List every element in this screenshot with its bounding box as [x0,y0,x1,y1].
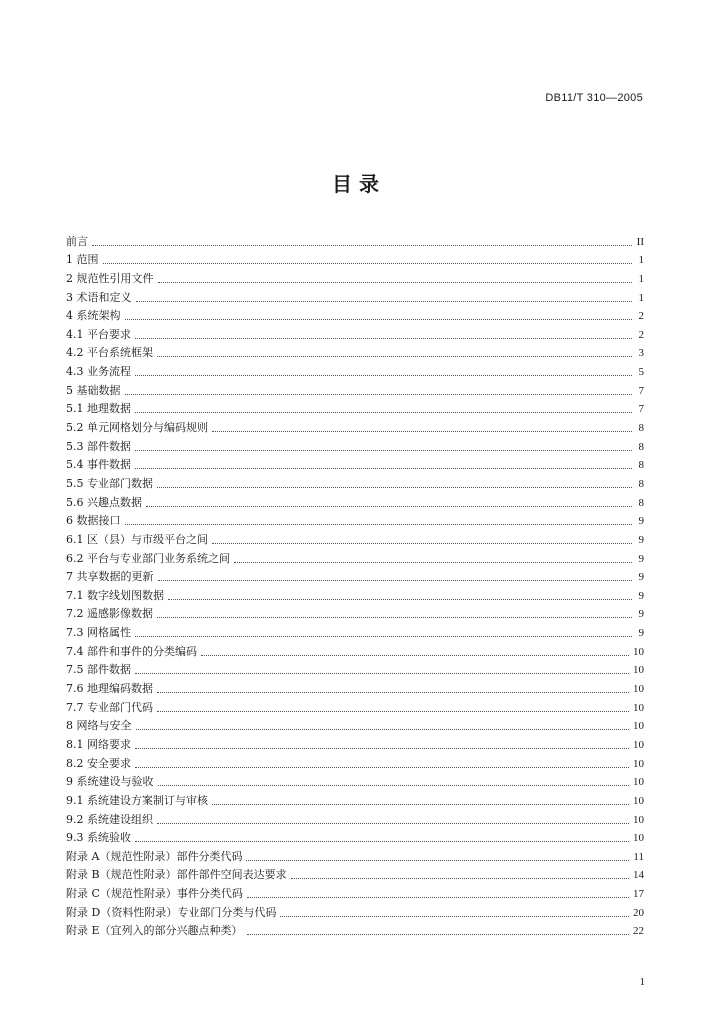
toc-entry-label: 5.6 兴趣点数据 [66,495,142,509]
toc-leader-dots [157,822,629,824]
toc-leader-dots [125,523,633,525]
toc-entry[interactable] [66,230,644,249]
toc-entry-page: 11 [633,850,644,863]
toc-entry-label: 附录 C（规范性附录）事件分类代码 [66,887,243,901]
toc-entry-label: 5 基础数据 [66,383,121,397]
toc-leader-dots [247,896,629,898]
toc-entry[interactable] [66,882,644,901]
toc-entry-label: 5.1 地理数据 [66,402,131,416]
table-of-contents [66,230,644,938]
toc-entry-label: 5.2 单元网格划分与编码规则 [66,421,208,435]
toc-entry-label: 8.2 安全要求 [66,756,131,770]
toc-entry-page: 20 [633,906,644,919]
toc-entry[interactable] [66,435,644,454]
toc-entry[interactable] [66,715,644,734]
toc-leader-dots [135,449,632,451]
toc-entry[interactable] [66,696,644,715]
toc-entry[interactable] [66,249,644,268]
toc-leader-dots [135,635,632,637]
toc-entry-page: 5 [638,366,644,379]
toc-leader-dots [157,486,632,488]
toc-entry-page: 1 [638,291,644,304]
toc-entry[interactable] [66,659,644,678]
toc-leader-dots [135,374,632,376]
toc-entry-page: 7 [638,384,644,397]
toc-entry[interactable] [66,472,644,491]
toc-leader-dots [280,915,629,917]
toc-entry-label: 3 术语和定义 [66,290,132,304]
toc-entry[interactable] [66,603,644,622]
toc-entry-label: 8.1 网络要求 [66,737,131,751]
toc-entry-page: 7 [638,403,644,416]
toc-leader-dots [212,803,629,805]
toc-entry-page: 8 [638,496,644,509]
toc-entry-page: 10 [633,832,644,845]
toc-entry[interactable] [66,640,644,659]
toc-leader-dots [125,393,633,395]
toc-entry-page: II [636,235,644,248]
toc-entry-page: 10 [633,776,644,789]
toc-leader-dots [125,318,633,320]
toc-entry-label: 4.3 业务流程 [66,365,131,379]
toc-entry-label: 7.1 数字线划图数据 [66,588,164,602]
toc-leader-dots [136,728,630,730]
toc-entry-page: 3 [638,347,644,360]
toc-leader-dots [135,467,632,469]
toc-entry-label: 5.5 专业部门数据 [66,476,153,490]
toc-entry[interactable] [66,920,644,939]
toc-entry-label: 4.2 平台系统框架 [66,346,153,360]
toc-leader-dots [246,859,629,861]
toc-leader-dots [291,877,629,879]
toc-leader-dots [157,355,632,357]
toc-entry-label: 附录 D（资料性附录）专业部门分类与代码 [66,905,277,919]
toc-entry-page: 9 [638,533,644,546]
toc-entry-page: 10 [633,794,644,807]
toc-entry-label: 7.4 部件和事件的分类编码 [66,644,197,658]
toc-entry[interactable] [66,621,644,640]
toc-entry-label: 4 系统架构 [66,309,121,323]
toc-entry[interactable] [66,566,644,585]
toc-leader-dots [146,505,632,507]
toc-leader-dots [158,281,633,283]
toc-entry-page: 9 [638,589,644,602]
toc-leader-dots [201,654,629,656]
toc-entry[interactable] [66,379,644,398]
toc-leader-dots [234,561,632,563]
standard-code: DB11/T 310—2005 [545,92,643,104]
toc-leader-dots [158,579,633,581]
toc-entry[interactable] [66,752,644,771]
toc-entry-label: 7 共享数据的更新 [66,570,154,584]
toc-entry-label: 附录 A（规范性附录）部件分类代码 [66,849,243,863]
toc-entry[interactable] [66,901,644,920]
toc-entry-page: 10 [633,738,644,751]
toc-entry-page: 10 [633,757,644,770]
toc-entry-label: 4.1 平台要求 [66,327,131,341]
toc-leader-dots [158,784,630,786]
toc-entry[interactable] [66,547,644,566]
toc-entry-page: 9 [638,515,644,528]
toc-entry-label: 6.1 区（县）与市级平台之间 [66,532,208,546]
toc-entry[interactable] [66,789,644,808]
toc-entry-page: 10 [633,664,644,677]
toc-entry-page: 10 [633,813,644,826]
toc-entry[interactable] [66,286,644,305]
toc-entry-label: 8 网络与安全 [66,719,132,733]
toc-entry-page: 9 [638,608,644,621]
toc-entry[interactable] [66,827,644,846]
toc-entry[interactable] [66,864,644,883]
toc-entry-page: 8 [638,422,644,435]
toc-entry-page: 10 [633,720,644,733]
toc-leader-dots [135,840,629,842]
toc-entry-page: 8 [638,440,644,453]
toc-entry-label: 6.2 平台与专业部门业务系统之间 [66,551,230,565]
toc-leader-dots [157,691,629,693]
toc-entry-page: 10 [633,701,644,714]
toc-leader-dots [247,933,629,935]
toc-entry-page: 9 [638,627,644,640]
toc-leader-dots [135,766,629,768]
toc-entry-label: 1 范围 [66,253,99,267]
toc-entry[interactable] [66,733,644,752]
toc-entry[interactable] [66,771,644,790]
toc-entry-page: 8 [638,459,644,472]
toc-entry-label: 前言 [66,234,88,248]
toc-leader-dots [135,747,629,749]
toc-leader-dots [135,337,632,339]
toc-entry-label: 9 系统建设与验收 [66,775,154,789]
toc-entry[interactable] [66,584,644,603]
toc-entry[interactable] [66,528,644,547]
toc-leader-dots [212,430,632,432]
toc-leader-dots [92,244,632,246]
toc-entry-label: 9.3 系统验收 [66,831,131,845]
toc-leader-dots [212,542,632,544]
toc-leader-dots [157,710,629,712]
toc-leader-dots [168,598,632,600]
toc-entry-label: 2 规范性引用文件 [66,271,154,285]
toc-entry-label: 7.7 专业部门代码 [66,700,153,714]
toc-entry-page: 9 [638,571,644,584]
toc-entry-label: 9.1 系统建设方案制订与审核 [66,793,208,807]
toc-entry[interactable] [66,845,644,864]
toc-leader-dots [103,262,633,264]
toc-entry-label: 7.3 网格属性 [66,626,131,640]
toc-entry[interactable] [66,398,644,417]
toc-entry-page: 2 [638,310,644,323]
toc-entry[interactable] [66,510,644,529]
toc-leader-dots [157,616,632,618]
toc-entry-label: 6 数据接口 [66,514,121,528]
toc-entry-page: 2 [638,328,644,341]
toc-entry-label: 7.2 遥感影像数据 [66,607,153,621]
toc-entry-label: 附录 E（宜列入的部分兴趣点种类） [66,924,243,938]
toc-entry[interactable] [66,323,644,342]
toc-entry-label: 7.5 部件数据 [66,663,131,677]
toc-entry[interactable] [66,416,644,435]
toc-entry-page: 22 [633,925,644,938]
toc-entry-page: 10 [633,645,644,658]
toc-entry-page: 14 [633,869,644,882]
page-title: 目 录 [332,172,379,196]
toc-entry[interactable] [66,454,644,473]
toc-entry[interactable] [66,808,644,827]
toc-entry-page: 8 [638,477,644,490]
toc-entry-label: 5.4 事件数据 [66,458,131,472]
toc-entry[interactable] [66,491,644,510]
toc-entry-page: 17 [633,888,644,901]
toc-entry-page: 1 [638,272,644,285]
toc-entry[interactable] [66,305,644,324]
toc-entry[interactable] [66,677,644,696]
toc-entry-page: 9 [638,552,644,565]
toc-entry[interactable] [66,342,644,361]
toc-entry[interactable] [66,360,644,379]
page-number: 1 [639,976,645,988]
toc-leader-dots [136,300,633,302]
toc-entry-label: 9.2 系统建设组织 [66,812,153,826]
toc-entry[interactable] [66,267,644,286]
toc-entry-page: 1 [638,254,644,267]
toc-leader-dots [135,672,629,674]
toc-entry-label: 附录 B（规范性附录）部件部件空间表达要求 [66,868,287,882]
toc-leader-dots [135,411,632,413]
toc-entry-page: 10 [633,683,644,696]
toc-entry-label: 5.3 部件数据 [66,439,131,453]
toc-entry-label: 7.6 地理编码数据 [66,682,153,696]
